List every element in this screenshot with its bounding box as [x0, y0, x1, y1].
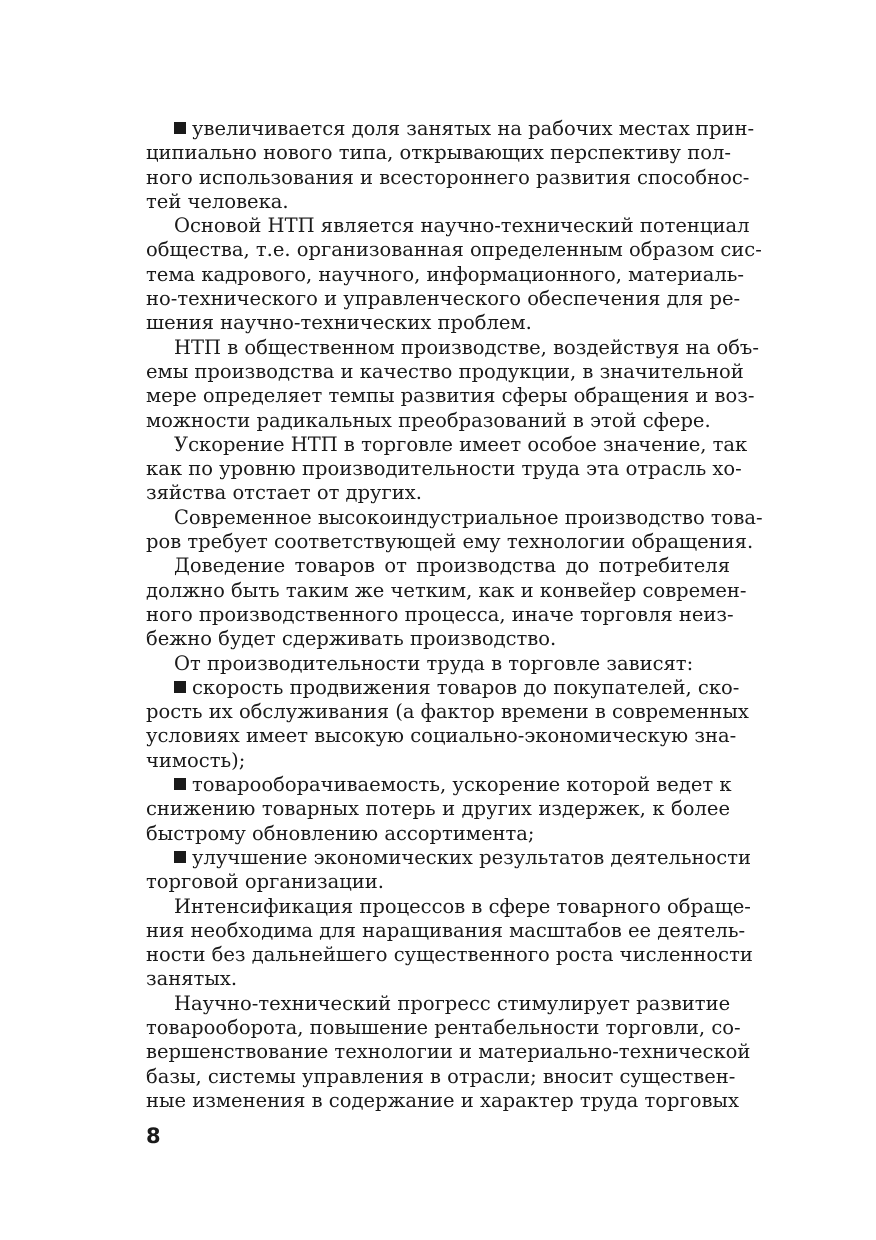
- text-line: [146, 530, 754, 554]
- text-line: [146, 894, 751, 919]
- text-line-content: базы, системы управления в отрасли; вносит существен-: [146, 1064, 736, 1088]
- text-line: [146, 432, 748, 457]
- square-bullet-icon: [174, 122, 186, 134]
- text-line: [146, 311, 730, 335]
- text-line: [146, 384, 755, 408]
- text-line-content: снижению товарных потерь и других издержек, к более: [146, 797, 730, 821]
- text-line-content: ния необходима для наращивания масштабов ее деятель-: [146, 918, 746, 942]
- text-line: [146, 967, 730, 991]
- text-line-content: улучшение экономических результатов деятельности: [192, 845, 751, 869]
- text-line: [146, 1064, 736, 1089]
- text-line-content: чимость);: [146, 748, 246, 772]
- text-line-content: ные изменения в содержание и характер труда торговых: [146, 1088, 739, 1112]
- square-bullet-icon: [174, 778, 186, 790]
- text-line: [146, 652, 730, 676]
- text-line-content: бежно будет сдерживать производство.: [146, 627, 557, 651]
- text-line-content: товарооборота, повышение рентабельности торговли, со-: [146, 1015, 741, 1039]
- text-line-content: тей человека.: [146, 189, 289, 213]
- text-line: [146, 700, 749, 724]
- text-line-content: ного использования и всестороннего развития способнос-: [146, 165, 750, 189]
- text-line: [146, 214, 750, 238]
- body-text: [146, 117, 763, 1113]
- text-line: [146, 554, 730, 578]
- text-line: [146, 457, 742, 481]
- text-line-content: Интенсификация процессов в сфере товарного обраще-: [174, 894, 751, 918]
- text-line-content: ного производственного процесса, иначе торговля неиз-: [146, 602, 734, 626]
- text-line-content: Доведение товаров от производства до потребителя: [174, 554, 730, 578]
- text-line: [146, 845, 751, 870]
- text-line: [146, 335, 759, 360]
- text-line-content: От производительности труда в торговле зависят:: [174, 651, 694, 675]
- text-line: [146, 822, 730, 846]
- text-line-content: общества, т.е. организованная определенным образом сис-: [146, 238, 762, 262]
- text-line-content: рость их обслуживания (а фактор времени в современных: [146, 700, 749, 724]
- text-line: [146, 262, 744, 287]
- text-line-content: зяйства отстает от других.: [146, 481, 422, 505]
- text-line-content: ципиально нового типа, открывающих перспективу пол-: [146, 141, 731, 165]
- text-line-content: ности без дальнейшего существенного роста численности: [146, 943, 753, 967]
- text-line-content: торговой организации.: [146, 870, 384, 894]
- text-line-content: увеличивается доля занятых на рабочих местах прин-: [192, 117, 755, 140]
- text-line: [146, 627, 730, 651]
- text-line: [146, 117, 755, 141]
- text-line: [146, 1015, 741, 1040]
- text-line-content: товарооборачиваемость, ускорение которой ведет к: [192, 773, 732, 797]
- text-line-content: но-технического и управленческого обеспечения для ре-: [146, 287, 741, 311]
- text-line: [146, 1088, 739, 1113]
- text-line: [146, 1040, 751, 1064]
- text-line-content: мере определяет темпы развития сферы обращения и воз-: [146, 384, 755, 408]
- text-line: [146, 141, 730, 165]
- text-line-content: Основой НТП является научно-технический потенциал: [174, 214, 750, 238]
- text-line: [146, 797, 730, 821]
- text-line: [146, 578, 747, 603]
- text-line: [146, 749, 730, 773]
- text-line: [146, 481, 730, 505]
- text-line: [146, 409, 730, 433]
- text-line: [146, 943, 753, 967]
- text-line: [146, 190, 730, 214]
- text-line-content: как по уровню производительности труда эта отрасль хо-: [146, 457, 742, 481]
- text-line: [146, 238, 762, 262]
- text-line: [146, 992, 730, 1016]
- text-line-content: условиях имеет высокую социально-экономическую зна-: [146, 724, 737, 748]
- text-line-content: Ускорение НТП в торговле имеет особое значение, так: [174, 432, 748, 456]
- square-bullet-icon: [174, 681, 186, 693]
- text-line: [146, 724, 737, 748]
- text-line: [146, 773, 730, 797]
- text-line: [146, 165, 750, 190]
- text-line-content: тема кадрового, научного, информационного, материаль-: [146, 262, 744, 286]
- text-line: [146, 870, 730, 894]
- text-line-content: скорость продвижения товаров до покупателей, ско-: [192, 675, 740, 699]
- text-line: [146, 675, 740, 700]
- text-line-content: занятых.: [146, 967, 238, 991]
- text-line-content: Научно-технический прогресс стимулирует развитие: [174, 991, 731, 1015]
- text-line-content: НТП в общественном производстве, воздействуя на объ-: [174, 335, 759, 359]
- text-line: [146, 505, 763, 530]
- text-line-content: должно быть таким же четким, как и конвейер современ-: [146, 578, 747, 602]
- text-line: [146, 602, 734, 627]
- text-line-content: вершенствование технологии и материально-технической: [146, 1040, 751, 1064]
- text-line-content: быстрому обновлению ассортимента;: [146, 821, 535, 845]
- text-line-content: Современное высокоиндустриальное производство това-: [174, 505, 763, 529]
- text-line: [146, 918, 746, 943]
- text-line-content: можности радикальных преобразований в этой сфере.: [146, 408, 711, 432]
- text-line-content: ров требует соответствующей ему технологии обращения.: [146, 530, 754, 554]
- text-line: [146, 287, 741, 311]
- page-number: 8: [146, 1124, 161, 1148]
- square-bullet-icon: [174, 851, 186, 863]
- text-line-content: емы производства и качество продукции, в значительной: [146, 359, 744, 383]
- text-line: [146, 359, 744, 384]
- text-line-content: шения научно-технических проблем.: [146, 311, 532, 335]
